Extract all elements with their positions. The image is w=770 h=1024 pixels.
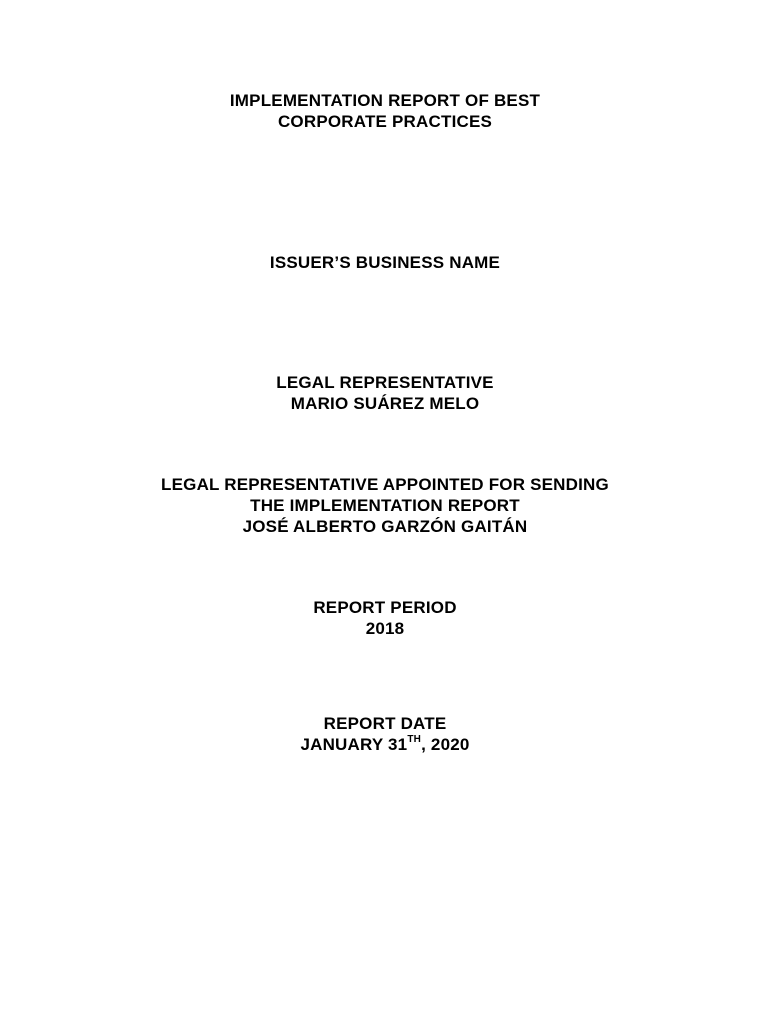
report-date-suffix: , 2020	[421, 735, 470, 754]
report-period-value: 2018	[365, 619, 405, 638]
issuer-label: ISSUER’S BUSINESS NAME	[269, 253, 501, 272]
report-date-section	[0, 713, 770, 755]
appointed-label-line-2: THE IMPLEMENTATION REPORT	[250, 496, 520, 515]
report-date-value	[0, 734, 770, 755]
report-date-label: REPORT DATE	[323, 714, 447, 733]
report-date-ordinal: TH	[407, 734, 422, 746]
legal-representative-label: LEGAL REPRESENTATIVE	[276, 373, 494, 392]
issuer-section	[0, 252, 770, 273]
report-date-prefix: JANUARY 31	[300, 735, 408, 754]
appointed-representative-name: JOSÉ ALBERTO GARZÓN GAITÁN	[242, 517, 528, 536]
legal-representative-name: MARIO SUÁREZ MELO	[290, 394, 480, 413]
title-line-1: IMPLEMENTATION REPORT OF BEST	[229, 91, 541, 110]
report-period-label: REPORT PERIOD	[313, 598, 457, 617]
report-period-section	[0, 597, 770, 639]
title-line-2: CORPORATE PRACTICES	[277, 112, 493, 131]
legal-representative-section	[0, 372, 770, 414]
document-title	[0, 90, 770, 132]
appointed-representative-section	[0, 474, 770, 537]
appointed-label-line-1: LEGAL REPRESENTATIVE APPOINTED FOR SENDING	[161, 475, 609, 494]
